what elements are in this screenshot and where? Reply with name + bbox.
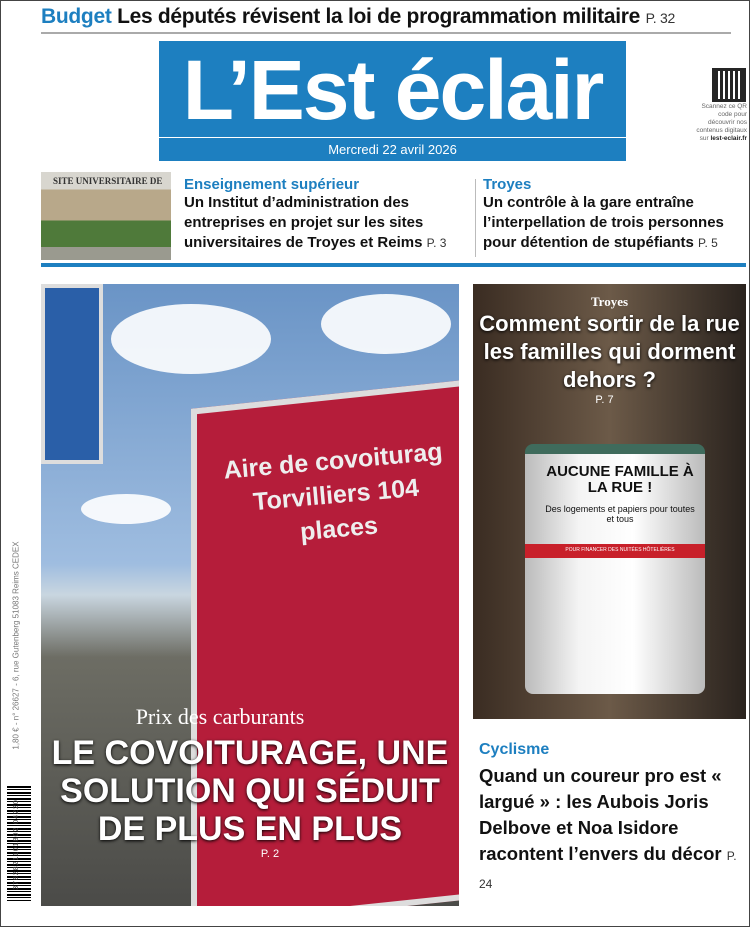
cycling-headline: Quand un coureur pro est « largué » : les Aubois Joris Delbove et Noa Isidore racontent l’envers du décor (479, 765, 722, 864)
imprint-text: 1,80 € - n° 26627 - 6, rue Gutenberg 51083 Reims CEDEX (11, 541, 21, 750)
homeless-families-story[interactable] (473, 284, 746, 719)
right-story-kicker: Troyes (590, 294, 629, 309)
teaser-headline: Un Institut d’administration des entreprises en projet sur les sites universitaires de Troyes et Reims (184, 194, 424, 251)
university-photo[interactable] (41, 172, 171, 260)
section-divider (41, 263, 746, 267)
top-story-title: Les députés révisent la loi de programmation militaire (117, 5, 641, 28)
qr-caption (691, 103, 747, 143)
main-story-page: P. 2 (260, 848, 280, 860)
main-story-kicker: Prix des carburants (135, 704, 305, 729)
cycling-kicker: Cyclisme (479, 741, 550, 758)
can-text: AUCUNE FAMILLE À LA RUE ! (546, 463, 694, 496)
top-story-kicker: Budget (41, 5, 112, 28)
top-story-headline[interactable] (41, 5, 731, 29)
divider (41, 32, 731, 34)
teaser-kicker: Enseignement supérieur (184, 176, 360, 193)
sign-text: Aire de covoiturag Torvilliers 104 places (222, 437, 444, 547)
right-story-headline: Comment sortir de la rue les familles qui dorment dehors ? (479, 311, 740, 392)
teaser-page: P. 5 (698, 236, 718, 250)
teaser-page: P. 3 (426, 236, 447, 250)
masthead-divider (159, 137, 626, 138)
teaser-headline: Un contrôle à la gare entraîne l’interpellation de trois personnes pour détention de stupéfiants (483, 194, 724, 251)
teaser-university[interactable] (184, 176, 469, 253)
qr-site[interactable]: lest-eclair.fr (710, 135, 747, 142)
column-divider (475, 179, 476, 257)
cycling-story[interactable] (479, 741, 744, 897)
barcode-digits: 3782821101802 04220 (13, 799, 20, 890)
photo-sign-text: SITE UNIVERSITAIRE DE (53, 176, 163, 186)
issue-date: Mercredi 22 avril 2026 (328, 142, 457, 157)
teaser-troyes-gare[interactable] (483, 176, 745, 253)
can-band-text: POUR FINANCER DES NUITÉES HÔTELIÈRES (565, 547, 675, 553)
right-story-page: P. 7 (595, 394, 614, 406)
main-story[interactable] (41, 284, 459, 906)
main-story-headline: LE COVOITURAGE, UNE SOLUTION QUI SÉDUIT DE PLUS EN PLUS (51, 734, 449, 848)
donation-can-photo (525, 444, 705, 694)
can-subtext: Des logements et papiers pour toutes et tous (545, 504, 695, 524)
newspaper-logo: L’Est éclair (182, 43, 603, 137)
qr-code-icon[interactable] (712, 68, 746, 102)
cycling-page: P. 24 (479, 849, 737, 891)
qr-text: Scannez ce QR code pour découvrir nos contenus digitaux sur (696, 103, 747, 142)
teaser-kicker: Troyes (483, 176, 532, 193)
road-sign-photo (41, 284, 103, 464)
masthead (159, 41, 626, 161)
top-story-page: P. 32 (645, 10, 675, 26)
